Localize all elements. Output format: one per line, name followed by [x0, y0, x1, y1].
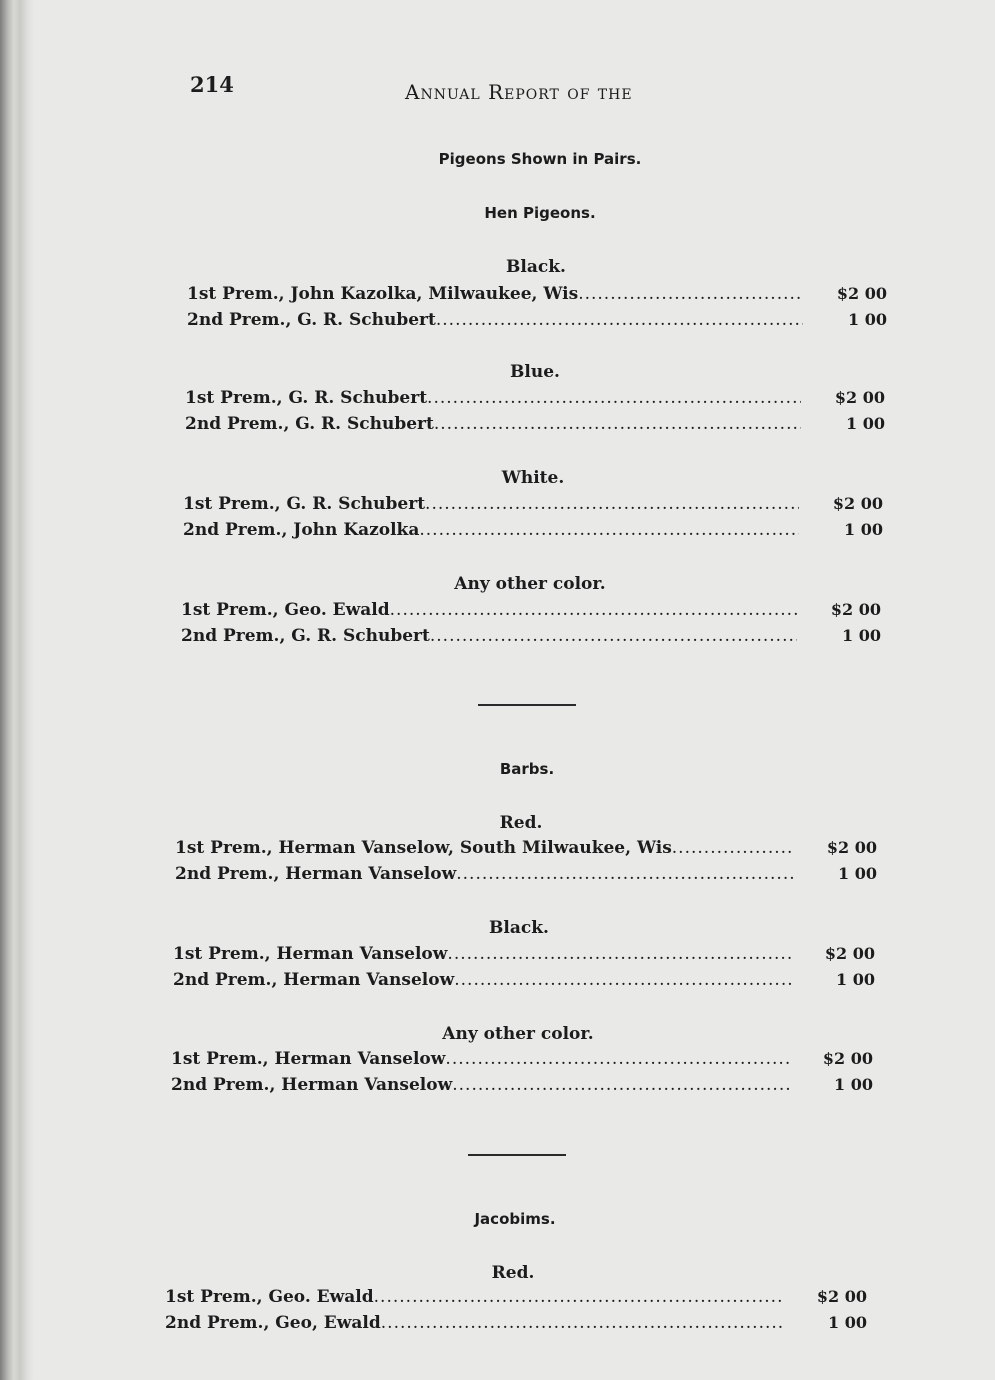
leader-dots: [447, 944, 791, 964]
entry-amount: 1 00: [836, 970, 875, 989]
entry-amount: 1 00: [834, 1075, 873, 1094]
entry-label: 2nd Prem., Herman Vanselow: [173, 970, 455, 990]
entry-label: 2nd Prem., G. R. Schubert: [185, 414, 434, 434]
entry-label: 1st Prem., John Kazolka, Milwaukee, Wis: [187, 284, 579, 304]
prize-entry: [173, 970, 875, 990]
leader-dots: [374, 1287, 783, 1307]
entry-label: 1st Prem., Herman Vanselow: [171, 1049, 446, 1069]
prize-entry: [183, 494, 883, 514]
color-heading: Black.: [489, 918, 549, 938]
entry-amount: $2 00: [816, 1287, 867, 1306]
entry-amount: $2 00: [832, 494, 883, 513]
section-title: Pigeons Shown in Pairs.: [438, 150, 642, 168]
leader-dots: [381, 1313, 783, 1333]
color-heading: Red.: [491, 1263, 535, 1283]
prize-entry: [185, 414, 885, 434]
prize-entry: [187, 284, 887, 304]
entry-amount: $2 00: [830, 600, 881, 619]
entry-label: 1st Prem., Herman Vanselow, South Milwaukee, Wis: [175, 838, 672, 858]
entry-label: 1st Prem., Geo. Ewald: [181, 600, 390, 620]
leader-dots: [390, 600, 797, 620]
leader-dots: [436, 310, 803, 330]
leader-dots: [452, 1075, 789, 1095]
entry-amount: $2 00: [822, 1049, 873, 1068]
color-heading: Black.: [506, 257, 566, 277]
prize-entry: [173, 944, 875, 964]
leader-dots: [456, 864, 793, 884]
color-heading: Red.: [499, 813, 543, 833]
leader-dots: [425, 494, 799, 514]
entry-label: 2nd Prem., G. R. Schubert: [181, 626, 430, 646]
section-title: Barbs.: [499, 760, 555, 778]
prize-entry: [171, 1049, 873, 1069]
prize-entry: [183, 520, 883, 540]
entry-amount: $2 00: [836, 284, 887, 303]
leader-dots: [419, 520, 799, 540]
entry-amount: 1 00: [844, 520, 883, 539]
prize-entry: [175, 838, 877, 858]
section-divider: [468, 1154, 566, 1156]
leader-dots: [434, 414, 801, 434]
entry-label: 2nd Prem., Herman Vanselow: [175, 864, 457, 884]
prize-entry: [175, 864, 877, 884]
leader-dots: [672, 838, 793, 858]
leader-dots: [445, 1049, 789, 1069]
entry-label: 1st Prem., Geo. Ewald: [165, 1287, 374, 1307]
entry-amount: 1 00: [842, 626, 881, 645]
section-title: Jacobims.: [474, 1210, 556, 1228]
leader-dots: [430, 626, 797, 646]
leader-dots: [454, 970, 791, 990]
entry-label: 2nd Prem., John Kazolka: [183, 520, 420, 540]
entry-label: 1st Prem., G. R. Schubert: [183, 494, 426, 514]
prize-entry: [181, 626, 881, 646]
entry-amount: 1 00: [848, 310, 887, 329]
color-heading: Any other color.: [442, 1024, 594, 1044]
prize-entry: [187, 310, 887, 330]
color-heading: White.: [501, 468, 565, 488]
section-subtitle: Hen Pigeons.: [484, 204, 596, 222]
entry-label: 2nd Prem., G. R. Schubert: [187, 310, 436, 330]
entry-amount: 1 00: [846, 414, 885, 433]
entry-label: 1st Prem., G. R. Schubert: [185, 388, 428, 408]
entry-amount: $2 00: [826, 838, 877, 857]
page-number: 214: [190, 72, 234, 97]
running-title: Annual Report of the: [405, 80, 633, 104]
entry-amount: $2 00: [824, 944, 875, 963]
prize-entry: [171, 1075, 873, 1095]
prize-entry: [165, 1313, 867, 1333]
section-divider: [478, 704, 576, 706]
entry-label: 2nd Prem., Herman Vanselow: [171, 1075, 453, 1095]
prize-entry: [181, 600, 881, 620]
leader-dots: [427, 388, 801, 408]
entry-label: 1st Prem., Herman Vanselow: [173, 944, 448, 964]
color-heading: Any other color.: [454, 574, 606, 594]
prize-entry: [185, 388, 885, 408]
leader-dots: [578, 284, 803, 304]
entry-amount: 1 00: [838, 864, 877, 883]
entry-label: 2nd Prem., Geo, Ewald: [165, 1313, 381, 1333]
color-heading: Blue.: [510, 362, 560, 382]
entry-amount: $2 00: [834, 388, 885, 407]
entry-amount: 1 00: [828, 1313, 867, 1332]
prize-entry: [165, 1287, 867, 1307]
